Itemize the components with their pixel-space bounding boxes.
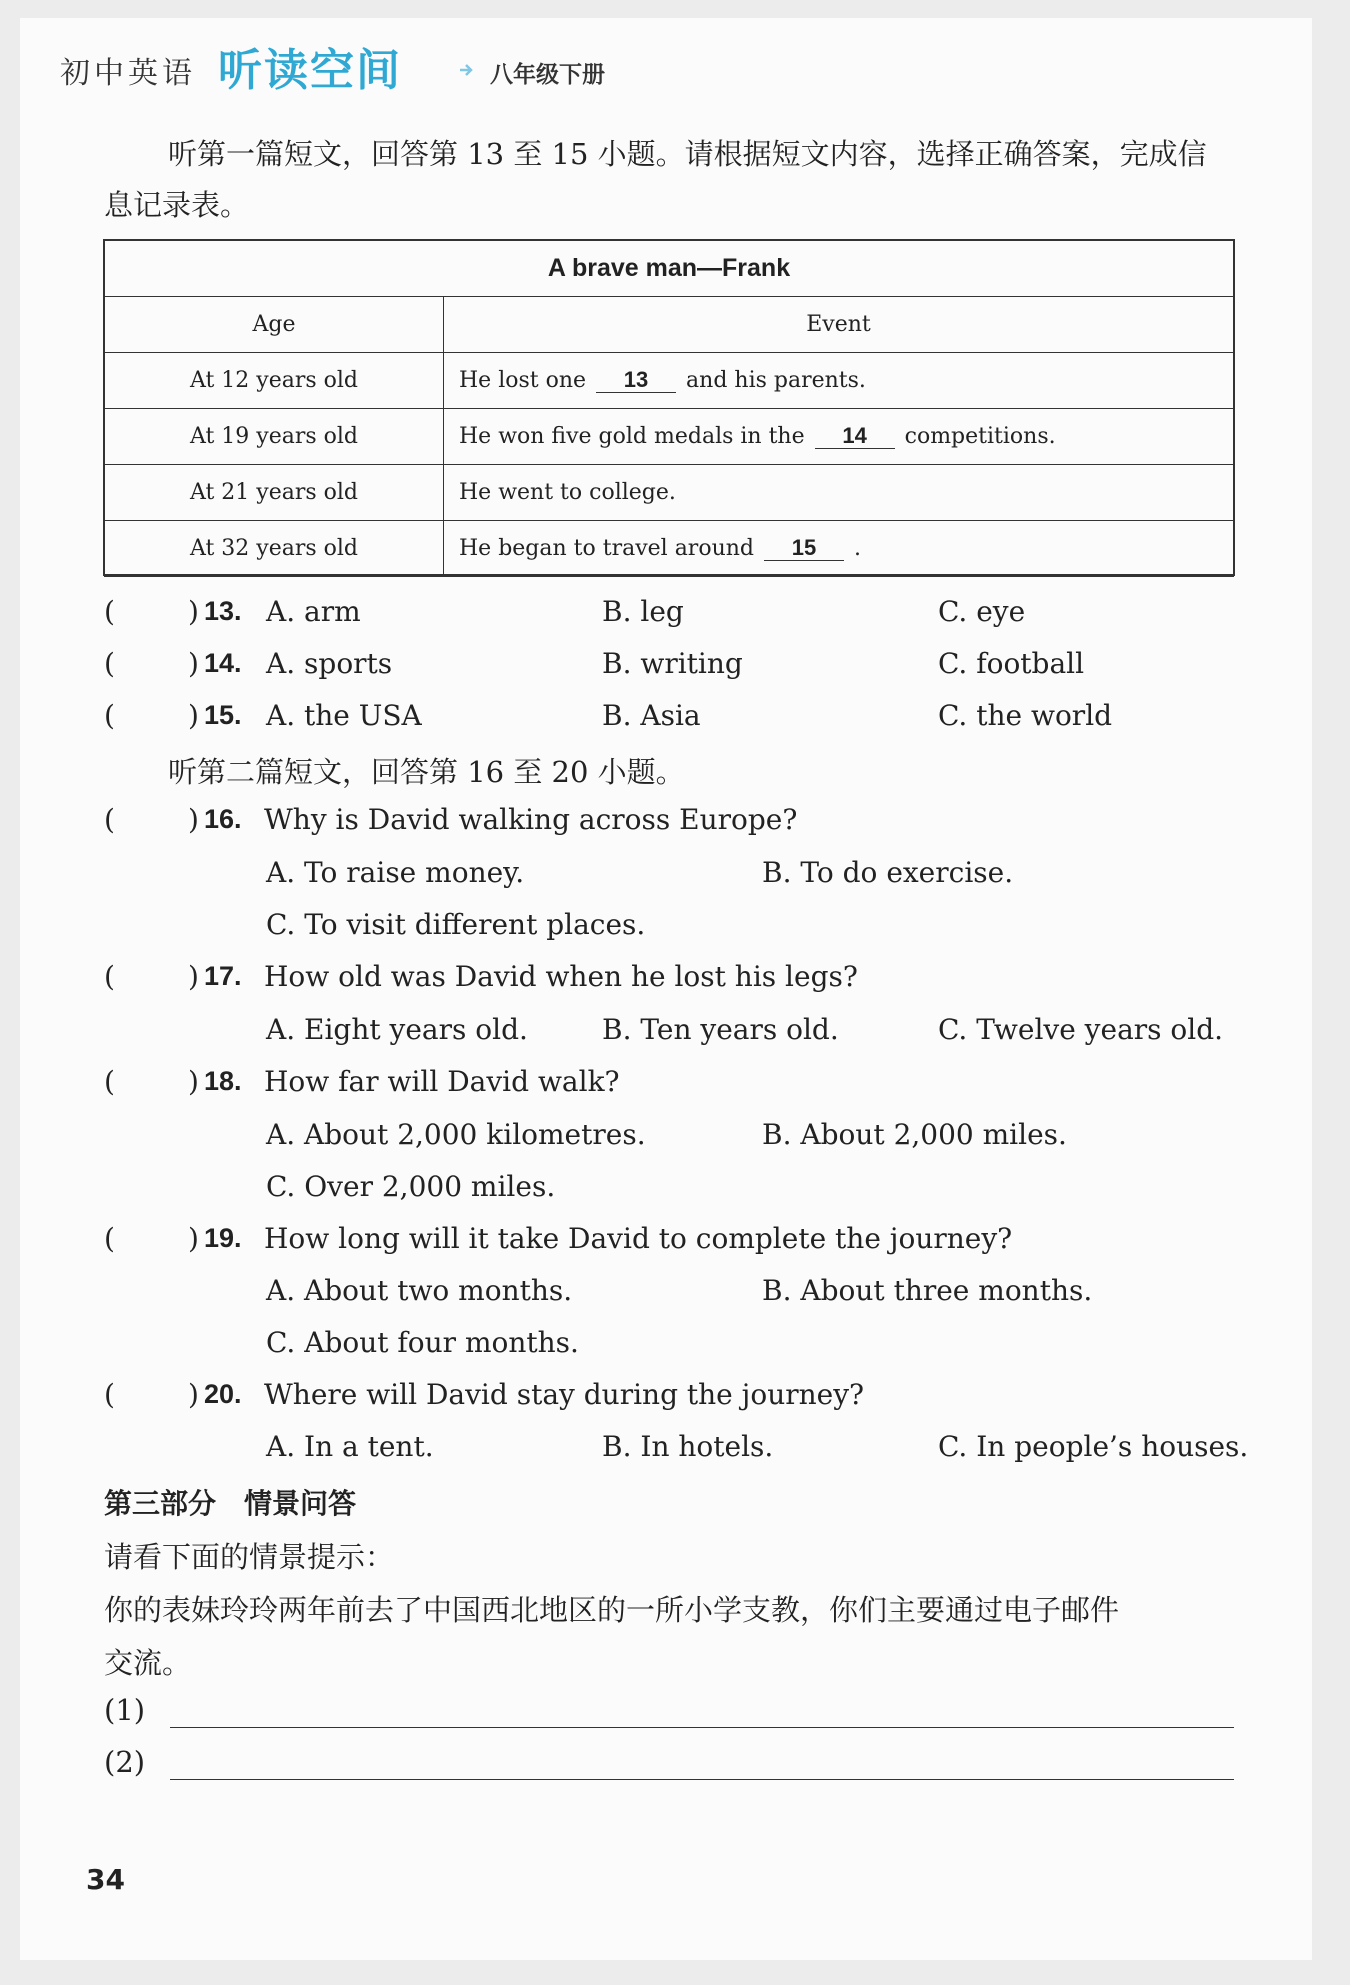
option-a[interactable]: A. About 2,000 kilometres.	[266, 1118, 646, 1151]
page-number: 34	[86, 1863, 125, 1896]
answer-paren-open[interactable]: (	[104, 647, 115, 680]
column-header-age: Age	[105, 297, 444, 353]
grade-label: 八年级下册	[490, 62, 605, 88]
instruction-2: 听第二篇短文，回答第 16 至 20 小题。	[168, 755, 685, 789]
option-a[interactable]: A. sports	[266, 647, 393, 680]
question-number: 15.	[204, 700, 242, 730]
brand-logo: 听读空间	[218, 45, 402, 96]
scenario-line-1: 你的表妹玲玲两年前去了中国西北地区的一所小学支教，你们主要通过电子邮件	[104, 1593, 1120, 1627]
option-c[interactable]: C. eye	[938, 595, 1026, 628]
scenario-line-2: 交流。	[104, 1646, 192, 1680]
event-text: He lost one	[459, 368, 587, 393]
answer-paren-close: )	[188, 1065, 199, 1098]
option-b[interactable]: B. Asia	[602, 699, 701, 732]
answer-blank-13[interactable]: 13	[596, 368, 676, 393]
question-stem: How long will it take David to complete the journey?	[264, 1222, 1013, 1255]
answer-line-2[interactable]	[170, 1779, 1234, 1780]
answer-line-1[interactable]	[170, 1727, 1234, 1728]
series-title: 初中英语	[60, 56, 196, 91]
answer-paren-open[interactable]: (	[104, 595, 115, 628]
answer-paren-close: )	[188, 1222, 199, 1255]
option-c[interactable]: C. football	[938, 647, 1085, 680]
option-c[interactable]: C. To visit different places.	[266, 908, 646, 941]
event-text: He won five gold medals in the	[459, 424, 805, 449]
table-row	[105, 409, 1234, 465]
answer-paren-close: )	[188, 960, 199, 993]
option-a[interactable]: A. Eight years old.	[266, 1013, 528, 1046]
answer-paren-open[interactable]: (	[104, 960, 115, 993]
option-b[interactable]: B. writing	[602, 647, 743, 680]
option-c[interactable]: C. In people’s houses.	[938, 1430, 1249, 1463]
instruction-1-line-2: 息记录表。	[104, 188, 250, 222]
age-cell: At 32 years old	[105, 521, 444, 577]
table-row	[105, 353, 1234, 409]
option-b[interactable]: B. leg	[602, 595, 684, 628]
option-a[interactable]: A. In a tent.	[266, 1430, 434, 1463]
option-c[interactable]: C. Over 2,000 miles.	[266, 1170, 556, 1203]
event-text: He began to travel around	[459, 536, 754, 561]
answer-label-1: (1)	[104, 1693, 146, 1727]
option-b[interactable]: B. About three months.	[762, 1274, 1093, 1307]
question-number: 16.	[204, 804, 242, 834]
age-cell: At 19 years old	[105, 409, 444, 465]
question-stem: How far will David walk?	[264, 1065, 620, 1098]
answer-blank-15[interactable]: 15	[764, 536, 844, 561]
option-c[interactable]: C. About four months.	[266, 1326, 579, 1359]
answer-blank-14[interactable]: 14	[815, 424, 895, 449]
answer-paren-close: )	[188, 803, 199, 836]
event-text-after: .	[854, 536, 861, 561]
option-c[interactable]: C. the world	[938, 699, 1113, 732]
section-title: 第三部分 情景问答	[104, 1487, 357, 1520]
event-cell	[444, 521, 1234, 577]
answer-paren-open[interactable]: (	[104, 1378, 115, 1411]
answer-paren-open[interactable]: (	[104, 699, 115, 732]
option-b[interactable]: B. In hotels.	[602, 1430, 774, 1463]
question-number: 14.	[204, 648, 242, 678]
answer-paren-open[interactable]: (	[104, 803, 115, 836]
answer-label-2: (2)	[104, 1745, 146, 1779]
question-number: 13.	[204, 596, 242, 626]
event-cell	[444, 353, 1234, 409]
option-b[interactable]: B. About 2,000 miles.	[762, 1118, 1067, 1151]
table-row	[105, 521, 1234, 577]
option-a[interactable]: A. To raise money.	[266, 856, 525, 889]
table-title: A brave man—Frank	[105, 241, 1234, 297]
answer-paren-close: )	[188, 647, 199, 680]
option-c[interactable]: C. Twelve years old.	[938, 1013, 1224, 1046]
prompt-label: 请看下面的情景提示：	[104, 1540, 395, 1574]
question-number: 18.	[204, 1066, 242, 1096]
column-header-event: Event	[444, 297, 1234, 353]
instruction-1-line-1: 听第一篇短文，回答第 13 至 15 小题。请根据短文内容，选择正确答案，完成信	[168, 137, 1207, 171]
question-number: 17.	[204, 961, 242, 991]
age-cell: At 21 years old	[105, 465, 444, 521]
question-stem: Why is David walking across Europe?	[264, 803, 798, 836]
answer-paren-close: )	[188, 699, 199, 732]
arrow-icon	[458, 64, 480, 76]
option-a[interactable]: A. the USA	[266, 699, 422, 732]
question-stem: Where will David stay during the journey?	[264, 1378, 865, 1411]
question-number: 19.	[204, 1223, 242, 1253]
answer-paren-open[interactable]: (	[104, 1065, 115, 1098]
info-record-table	[104, 240, 1234, 577]
option-a[interactable]: A. About two months.	[266, 1274, 573, 1307]
question-stem: How old was David when he lost his legs?	[264, 960, 858, 993]
option-a[interactable]: A. arm	[266, 595, 361, 628]
age-cell: At 12 years old	[105, 353, 444, 409]
table-row	[105, 465, 1234, 521]
answer-paren-close: )	[188, 1378, 199, 1411]
event-text-after: and his parents.	[686, 368, 866, 393]
option-b[interactable]: B. Ten years old.	[602, 1013, 839, 1046]
event-text-after: competitions.	[904, 424, 1056, 449]
question-number: 20.	[204, 1379, 242, 1409]
event-cell	[444, 409, 1234, 465]
event-cell: He went to college.	[444, 465, 1234, 521]
answer-paren-close: )	[188, 595, 199, 628]
option-b[interactable]: B. To do exercise.	[762, 856, 1014, 889]
answer-paren-open[interactable]: (	[104, 1222, 115, 1255]
